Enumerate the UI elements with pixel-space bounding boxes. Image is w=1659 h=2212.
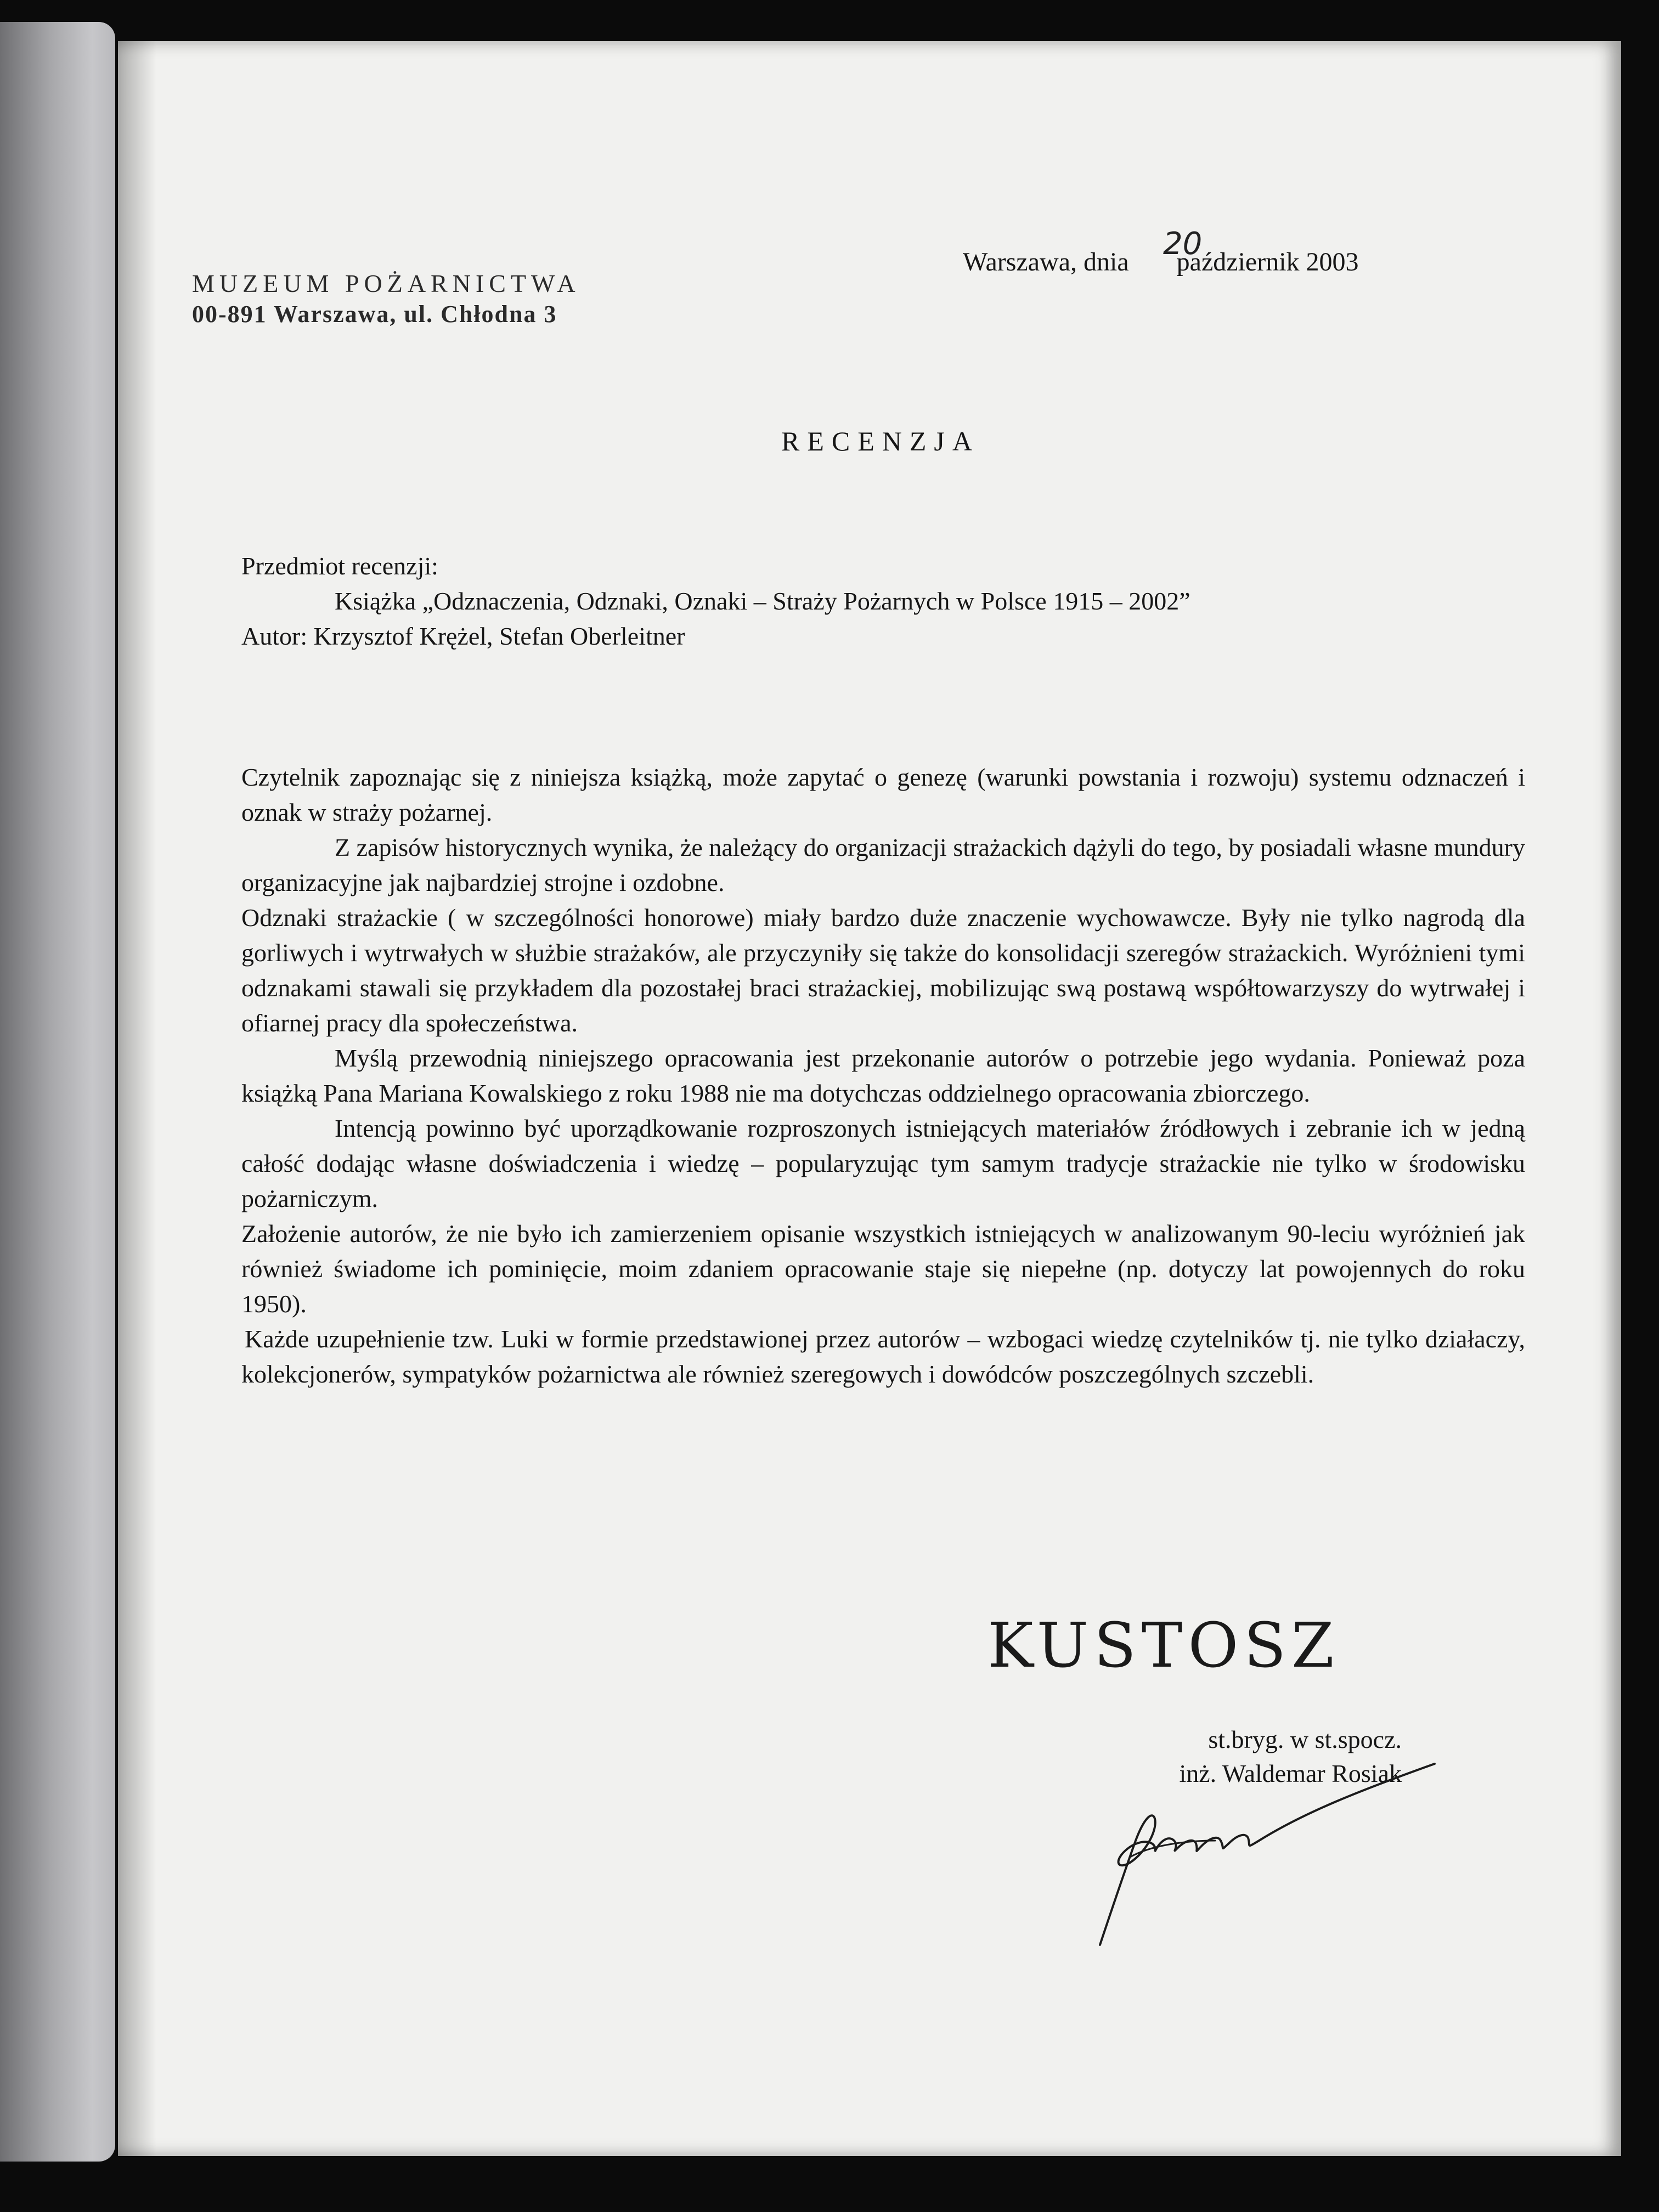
signatory-name: inż. Waldemar Rosiak [1179, 1759, 1402, 1787]
review-body [241, 760, 1525, 1392]
paragraph-3: Odznaki strażackie ( w szczególności honorowe) miały bardzo duże znaczenie wychowawcze. Były nie tylko nagrodą dla gorliwych i wytrwałych w służbie strażaków, ale przyczyniły się także do konsolidacji szeregów strażackich. Wyróżnieni tymi odznakami stawali się przykładem dla pozostałej braci strażackiej, mobilizując swą postawą współtowarzyszy do wytrwałej i ofiarnej pracy dla społeczeństwa. [241, 904, 1525, 1037]
subject-authors: Autor: Krzysztof Krężel, Stefan Oberleitner [241, 622, 685, 650]
paragraph-1: Czytelnik zapoznając się z niniejsza książką, może zapytać o genezę (warunki powstania i rozwoju) systemu odznaczeń i oznak w straży pożarnej. [241, 763, 1525, 826]
paragraph-4: Myślą przewodnią niniejszego opracowania jest przekonanie autorów o potrzebie jego wydania. Ponieważ poza książką Pana Mariana Kowalskiego z roku 1988 nie ma dotychczas oddzielnego opracowania zbiorczego. [241, 1044, 1525, 1107]
signatory-rank: st.bryg. w st.spocz. [1208, 1725, 1402, 1753]
date-prefix: Warszawa, dnia [963, 247, 1129, 276]
paragraph-7: Każde uzupełnienie tzw. Luki w formie przedstawionej przez autorów – wzbogaci wiedzę czytelników tj. nie tylko działaczy, kolekcjonerów, sympatyków pożarnictwa ale również szeregowych i dowódców poszczególnych szczebli. [241, 1325, 1525, 1388]
page-gutter-shadow [118, 41, 156, 2156]
date-month-year: październik 2003 [1176, 247, 1359, 276]
paragraph-6: Założenie autorów, że nie było ich zamierzeniem opisanie wszystkich istniejących w analizowanym 90-leciu wyróżnień jak również świadome ich pominięcie, moim zdaniem opracowanie staje się niepełne (np. dotyczy lat powojennych do roku 1950). [241, 1220, 1525, 1318]
stamp-line-1: MUZEUM POŻARNICTWA [192, 269, 580, 297]
kustosz-stamp: KUSTOSZ [988, 1610, 1340, 1681]
subject-label: Przedmiot recenzji: [241, 552, 438, 580]
document-title: RECENZJA [781, 426, 980, 456]
handwritten-signature [1018, 1758, 1457, 1956]
review-subject [241, 549, 1190, 654]
handwritten-day: 20 [1163, 226, 1203, 262]
museum-stamp [192, 269, 580, 328]
left-page-edge [0, 22, 115, 2162]
stamp-line-2: 00-891 Warszawa, ul. Chłodna 3 [192, 301, 557, 328]
subject-book: Książka „Odznaczenia, Odznaki, Oznaki – Straży Pożarnych w Polsce 1915 – 2002” [335, 587, 1190, 615]
date-line [963, 226, 1359, 277]
paragraph-5: Intencją powinno być uporządkowanie rozproszonych istniejących materiałów źródłowych i zebranie ich w jedną całość dodając własne doświadczenia i wiedzę – popularyzując tym samym tradycje strażackie nie tylko w środowisku pożarniczym. [241, 1114, 1525, 1212]
document-page [118, 41, 1621, 2156]
paragraph-2: Z zapisów historycznych wynika, że należący do organizacji strażackich dążyli do tego, by posiadali własne mundury organizacyjne jak najbardziej strojne i ozdobne. [241, 833, 1525, 896]
